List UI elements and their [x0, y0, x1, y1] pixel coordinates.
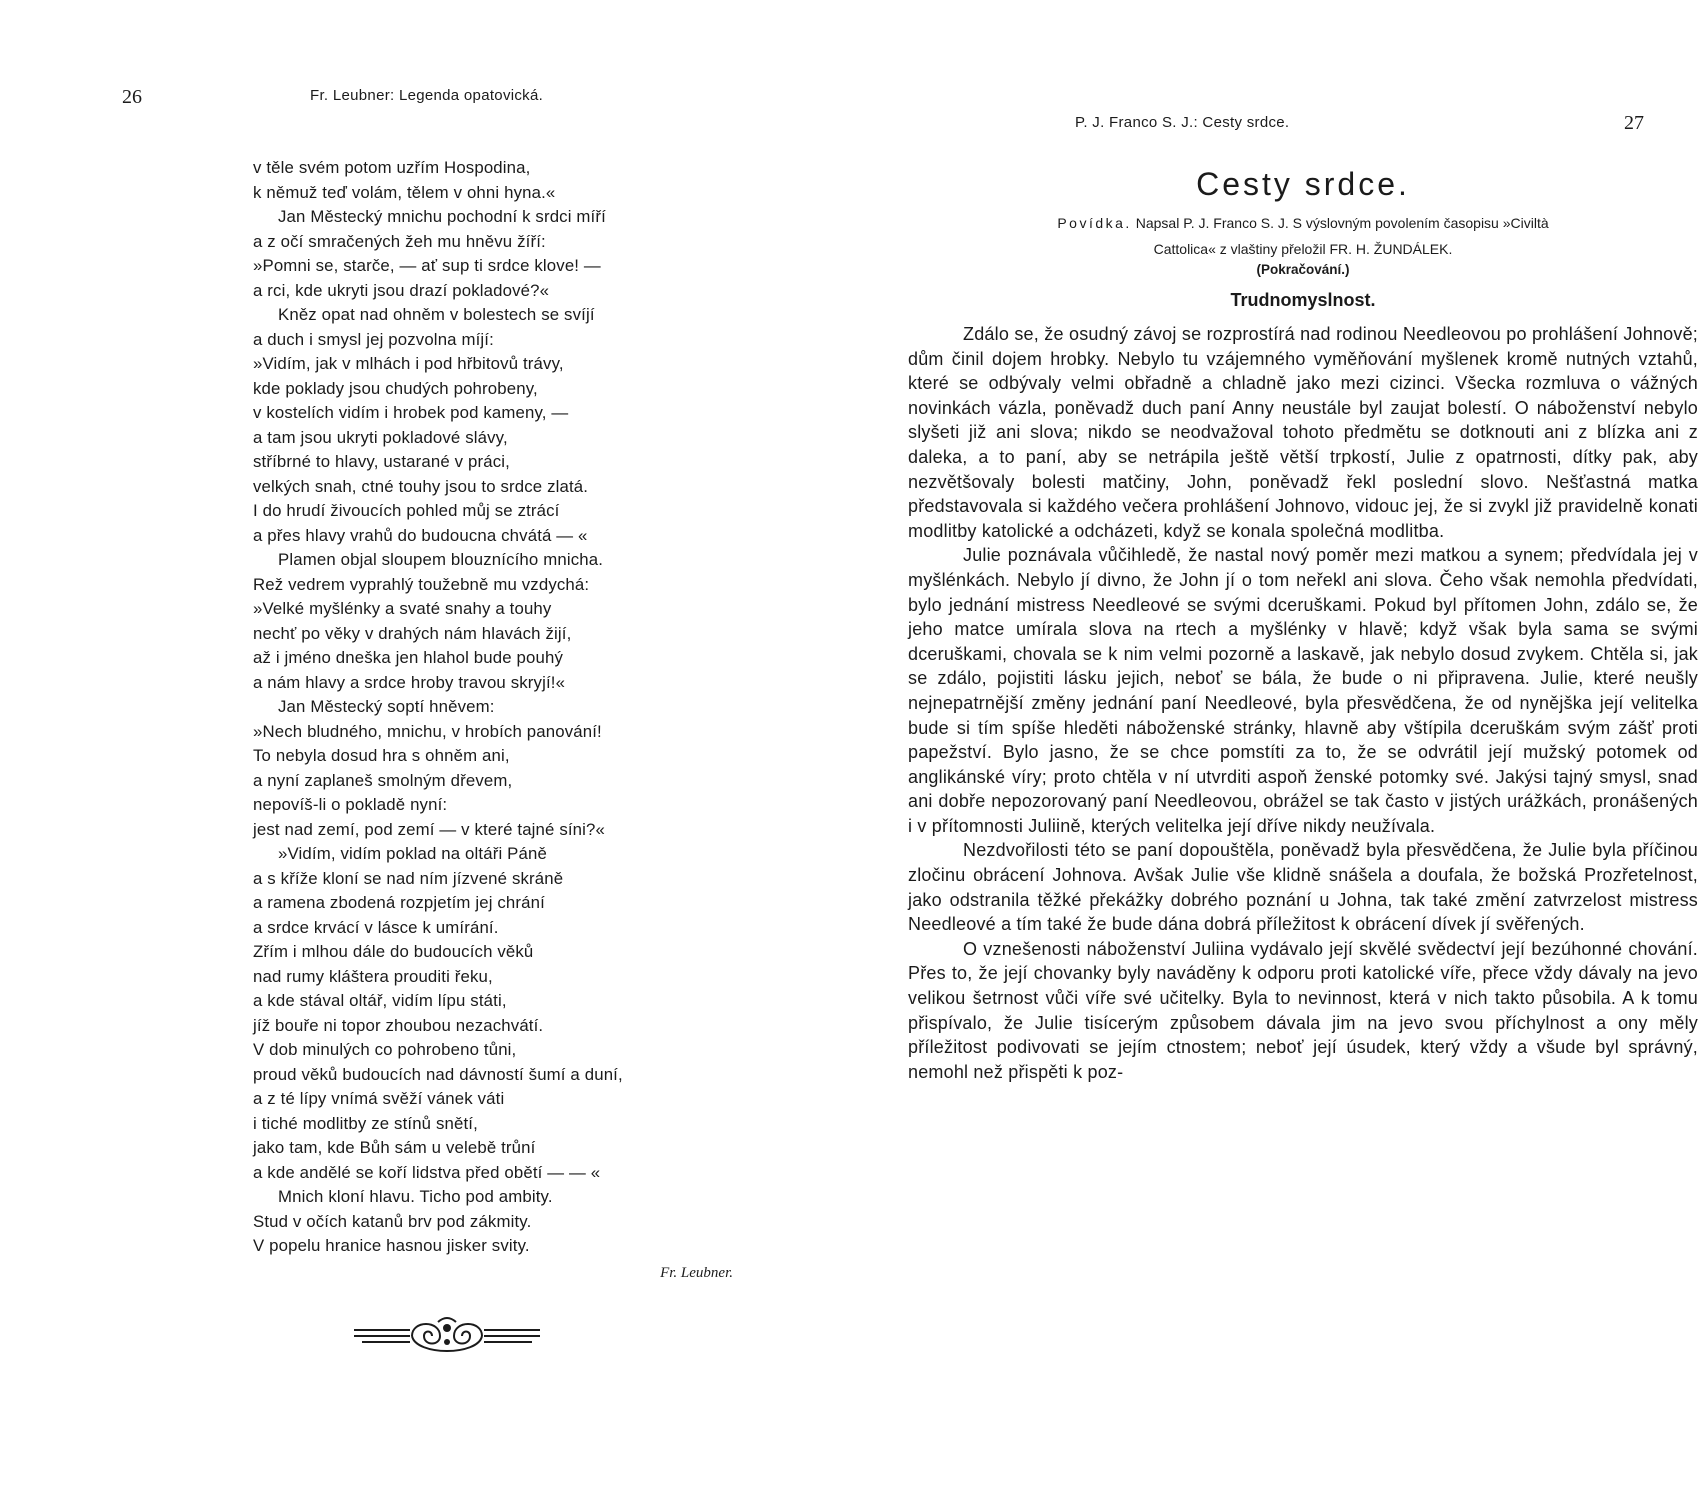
poem-line: »Vidím, jak v mlhách i pod hřbitovů trávy,: [253, 354, 564, 373]
poem-line: a tam jsou ukryti pokladové slávy,: [253, 427, 508, 447]
poem-line: Rež vedrem vyprahlý toužebně mu vzdychá:: [253, 574, 590, 594]
poem-lines: [253, 156, 733, 1259]
poem-line: Kněz opat nad ohněm v bolestech se svíjí: [278, 305, 595, 324]
poem-line: a přes hlavy vrahů do budoucna chvátá — «: [253, 525, 588, 545]
poem-line: kde poklady jsou chudých pohrobeny,: [253, 378, 538, 398]
poem-line: a ramena zbodená rozpjetím jej chrání: [253, 893, 545, 912]
article-paragraph: Julie poznávala vůčihledě, že nastal nový poměr mezi matkou a synem; předvídala jej v myšlénkách. Nebylo jí divno, že John jí o tom neřekl ani slova. Čeho však nemohla předvídati, bylo jednání mistress Needleové se svými dceruškami. Pokud byl přítomen John, zdálo se, že jeho matce umírala slova na rtech a myšlénky v hlavě; když však byla sama se svými dceruškami, chovala se k nim velmi pozorně a laskavě, jak nebylo dosud zvykem. Chtěla si, jak se zdálo, pojistiti lásku jejich, neboť se bála, že bude o ni připravena. Julie, které neušly nejnepatrnější změny jednání paní Needleové, byla přesvědčena, že od nynějška její velitelka bude si tím spíše hleděti náboženské stránky, hlavně aby vštípila dceruškám svým zášť proti papežství. Bylo jasno, že se chce pomstíti za to, že se odvrátil její mužský potomek od anglikánské víry; proto chtěla v ní utvrditi aspoň ženské potomky své. Jakýsi tajný smysl, snad ani dobře nepozorovaný paní Needleovou, obrážel se tak často v jistých urážkách, pronášených i v přítomnosti Juliině, kterých velitelka její dříve nikdy neužívala.: [908, 545, 1698, 836]
left-page-number: 26: [122, 86, 142, 108]
article-paragraph: Zdálo se, že osudný závoj se rozprostírá nad rodinou Needleovou po prohlášení Johnově; dům činil dojem hrobky. Nebylo tu vzájemného vyměňování myšlenek kromě nutných vztahů, které se odbývaly velmi obřadně a chladně jako mezi cizinci. Všecka rozmluva o vážných novinkách vázla, poněvadž duch paní Anny neustále byl zaujat bolestí. O náboženství nebylo slyšeti již ani slova; nikdo se neodvažoval tohoto předmětu se dotknouti ani z blízka ani z daleka, a to paní, aby se netrápila ještě větší trpkostí, Julie z opatrnosti, dítky pak, aby nezvětšovaly bolesti matčiny, John, poněvadž řekl poslední slovo. Nešťastná matka představovala si každého večera prohlášení Johnovo, vidouc jej, že si zvykl již pravidelně konati modlitby katolické a odcházeti, když se konala společná modlitba.: [908, 324, 1698, 541]
poem-line: velkých snah, ctné touhy jsou to srdce zlatá.: [253, 476, 589, 496]
poem-line: I do hrudí živoucích pohled můj se ztrácí: [253, 501, 560, 520]
intro-text-1: Napsal P. J. Franco S. J. S výslovným povolením časopisu »Civiltà: [1135, 215, 1549, 231]
article-paragraph: O vznešenosti náboženství Juliina vydávalo její skvělé svědectví její bezúhonné chování. Přes to, že její chovanky byly naváděny k odporu proti katolické víře, přece vždy dávaly na jevo velikou šetrnost vůči víře své učitelky. Byla to nevinnost, která v nich takto působila. A k tomu přispívalo, že Julie tisícerým způsobem dávala jim na jevo svou příchylnost a ony měly příležitost podivovati se jejím ctnostem; neboť její úsudek, který vždy a všude byl správný, nemohl než přispěti k poz-: [908, 938, 1698, 1082]
poem-line: Stud v očích katanů brv pod zákmity.: [253, 1211, 532, 1231]
poem-line: Mnich kloní hlavu. Ticho pod ambity.: [278, 1187, 553, 1206]
poem-line: i tiché modlitby ze stínů snětí,: [253, 1113, 478, 1133]
poem-line: To nebyla dosud hra s ohněm ani,: [253, 746, 510, 765]
poem-line: a nyní zaplaneš smolným dřevem,: [253, 770, 513, 790]
intro-line-2: Cattolica« z vlaštiny přeložil FR. H. ŽUNDÁLEK.: [1153, 241, 1453, 257]
poem-line: a z té lípy vnímá svěží vánek váti: [253, 1089, 505, 1108]
section-title: Trudnomyslnost.: [1230, 290, 1376, 310]
poem-line: a z očí smračených žeh mu hněvu žíří:: [253, 231, 546, 251]
left-running-header: Fr. Leubner: Legenda opatovická.: [310, 87, 544, 104]
poem-line: v kostelích vidím i hrobek pod kameny, —: [253, 403, 569, 422]
poem-line: a nám hlavy a srdce hroby travou skryjí!«: [253, 672, 566, 692]
poem-line: jíž bouře ni topor zhoubou nezachvátí.: [253, 1015, 544, 1035]
intro-label: Povídka.: [1057, 215, 1132, 231]
article-intro: [908, 210, 1698, 262]
poem-line: a s kříže kloní se nad ním jízvené skráně: [253, 868, 564, 888]
poem-line: proud věků budoucích nad dávností šumí a duní,: [253, 1064, 623, 1084]
poem-line: stříbrné to hlavy, ustarané v práci,: [253, 452, 510, 471]
poem-line: až i jméno dneška jen hlahol bude pouhý: [253, 648, 563, 667]
poem-line: k němuž teď volám, tělem v ohni hyna.«: [253, 182, 556, 202]
poem-line: »Velké myšlénky a svaté snahy a touhy: [253, 599, 552, 618]
poem-line: Jan Městecký mnichu pochodní k srdci míří: [278, 207, 606, 226]
poem-line: nechť po věky v drahých nám hlavách žijí,: [253, 623, 572, 643]
scroll-ornament-icon: [352, 1312, 542, 1362]
poem-line: a kde stával oltář, vidím lípu státi,: [253, 991, 507, 1010]
poem-line: v těle svém potom uzřím Hospodina,: [253, 158, 531, 177]
poem-line: »Vidím, vidím poklad na oltáři Páně: [278, 844, 547, 863]
article-body: [908, 322, 1698, 1084]
poem-line: a srdce krvácí v lásce k umírání.: [253, 917, 499, 937]
poem-line: Jan Městecký soptí hněvem:: [278, 697, 495, 716]
poem-line: a kde andělé se koří lidstva před obětí — — «: [253, 1162, 601, 1182]
poem-line: »Pomni se, starče, — ať sup ti srdce klove! —: [253, 256, 601, 275]
poem: [253, 156, 733, 1282]
right-page-number: 27: [1624, 112, 1644, 134]
poem-line: jest nad zemí, pod zemí — v které tajné síni?«: [253, 819, 606, 839]
poem-line: a rci, kde ukryti jsou drazí pokladové?«: [253, 280, 550, 300]
poem-line: V dob minulých co pohrobeno tůni,: [253, 1040, 517, 1059]
poem-line: »Nech bludného, mnichu, v hrobích panování!: [253, 721, 602, 741]
article-paragraph: Nezdvořilosti této se paní dopouštěla, poněvadž byla přesvědčena, že Julie byla příčinou zločinu obrácení Johnova. Avšak Julie vše klidně snášela a doufala, že božská Prozřetelnost, jako odstranila těžké překážky dobrého poznání u Johna, tak také změní zatvrzelost mistress Needleové a tím také že bude dána dobrá příležitost k obrácení dívek jí svěřených.: [908, 840, 1698, 935]
poem-signature: Fr. Leubner.: [660, 1264, 733, 1281]
poem-line: jako tam, kde Bůh sám u velebě trůní: [253, 1138, 536, 1157]
intro-line-1: [908, 210, 1698, 236]
poem-line: nepovíš-li o pokladě nyní:: [253, 795, 448, 814]
right-page: [853, 0, 1706, 1500]
poem-line: V popelu hranice hasnou jisker svity.: [253, 1236, 530, 1255]
poem-line: Plamen objal sloupem blouznícího mnicha.: [278, 550, 604, 569]
continuation-note: (Pokračování.): [1256, 262, 1350, 277]
poem-line: a duch i smysl jej pozvolna míjí:: [253, 329, 494, 349]
right-running-header: P. J. Franco S. J.: Cesty srdce.: [1075, 114, 1290, 131]
poem-line: Zřím i mlhou dále do budoucích věků: [253, 942, 534, 961]
poem-line: nad rumy kláštera prouditi řeku,: [253, 966, 493, 986]
article-title: Cesty srdce.: [1196, 166, 1410, 202]
